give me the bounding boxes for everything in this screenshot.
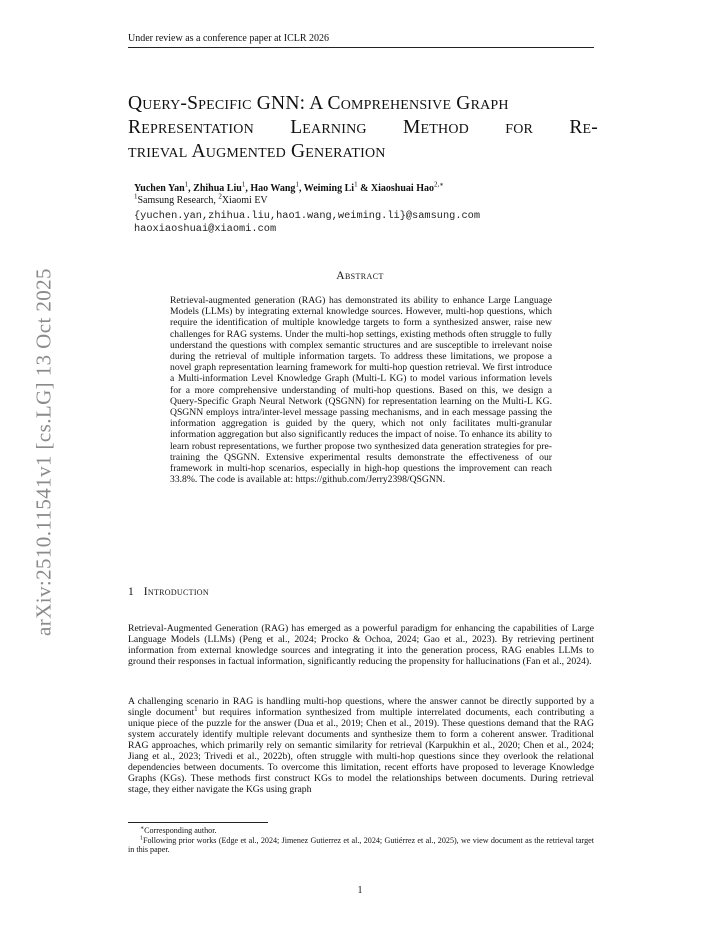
abstract-heading: Abstract — [336, 270, 384, 282]
author-name: Weiming Li — [303, 183, 355, 194]
arxiv-identifier: arXiv:2510.11541v1 [cs.LG] 13 Oct 2025 — [31, 268, 56, 636]
author-name: Zhihua Liu — [193, 183, 242, 194]
footnote — [128, 836, 594, 855]
footnote-text: Corresponding author. — [144, 826, 217, 835]
author-affil-mark: 2,∗ — [433, 180, 444, 189]
author-separator: , — [245, 183, 251, 194]
section-number: 1 — [128, 586, 134, 598]
section-heading — [128, 586, 209, 598]
author-affil-mark: 1 — [354, 180, 358, 189]
author-affil-mark: 1 — [184, 180, 189, 189]
intro-paragraph-2 — [128, 696, 594, 796]
title-line-3: trieval Augmented Generation — [128, 141, 386, 162]
intro-paragraph-1: Retrieval-Augmented Generation (RAG) has emerged as a powerful paradigm for enhancing the capabilities of Large Language Models (LLMs) (Peng et al., 2024; Procko & Ochoa, 2024; Gao et al., 2023). By retrieving pertinent information from external knowledge sources and integrating it into the generation process, RAG enables LLMs to ground their responses in factual information, significantly reducing the propensity for hallucinations (Fan et al., 2024). — [128, 622, 594, 667]
author-name: Yuchen Yan — [134, 183, 185, 194]
author-list — [134, 180, 444, 195]
section-title: Introduction — [143, 586, 209, 598]
affiliations — [134, 192, 268, 207]
footnote-marker: 1 — [194, 704, 198, 713]
author-emails-line-2: haoxiaoshuai@xiaomi.com — [134, 223, 277, 235]
title-line-2: Representation Learning Method for Re- — [128, 117, 598, 138]
footnote-text: Following prior works (Edge et al., 2024; Jimenez Gutierrez et al., 2024; Gutiérrez et al., 2025), we view document as the retrieval target in this paper. — [128, 835, 594, 855]
paragraph-text: but requires information synthesized from multiple interrelated documents, each contributing a unique piece of the puzzle for the answer (Dua et al., 2019; Chen et al., 2019). These questions demand that the RAG system accurately identify multiple relevant documents and synthesize them to form a coherent answer. Traditional RAG approaches, which primarily rely on semantic similarity for retrieval (Karpukhin et al., 2020; Chen et al., 2024; Jiang et al., 2023; Trivedi et al., 2022b), often struggle with multi-hop questions since they overlook the relational dependencies between documents. To overcome this limitation, recent efforts have proposed to leverage Knowledge Graphs (KGs). These methods first construct KGs to model the relationships between documents. During retrieval stage, they either navigate the KGs using graph — [128, 706, 595, 796]
author-affil-mark: 1 — [241, 180, 246, 189]
affil-mark: 1 — [134, 192, 138, 201]
affil-mark: 2 — [218, 192, 222, 201]
footnote — [128, 826, 594, 836]
footnotes — [128, 826, 594, 855]
affiliation-name: Samsung Research, — [137, 195, 219, 206]
title-line-1: Query-Specific GNN: A Comprehensive Graph — [128, 93, 509, 114]
author-name: Hao Wang — [250, 183, 296, 194]
footnote-mark: ∗ — [140, 825, 145, 832]
author-separator: , — [298, 183, 304, 194]
author-emails-line-1: {yuchen.yan,zhihua.liu,hao1.wang,weiming.li}@samsung.com — [134, 210, 481, 222]
abstract-body: Retrieval-augmented generation (RAG) has demonstrated its ability to enhance Large Language Models (LLMs) by integrating external knowledge sources. However, multi-hop questions, which require the identification of multiple knowledge targets to form a synthesized answer, raise new challenges for RAG systems. Under the multi-hop settings, existing methods often struggle to fully understand the questions with complex semantic structures and are susceptible to irrelevant noise during the retrieval of multiple information targets. To address these limitations, we propose a novel graph representation learning framework for multi-hop question retrieval. We first introduce a Multi-information Level Knowledge Graph (Multi-L KG) to model various information levels for a more comprehensive understanding of multi-hop questions. Based on this, we design a Query-Specific Graph Neural Network (QSGNN) for representation learning on the Multi-L KG. QSGNN employs intra/inter-level message passing mechanisms, and in each message passing the information aggregation is guided by the query, which not only facilitates multi-granular information aggregation but also significantly reduces the impact of noise. To enhance its ability to learn robust representations, we further propose two synthesized data generation strategies for pre-training the QSGNN. Extensive experimental results demonstrate the effectiveness of our framework in multi-hop scenarios, especially in high-hop questions the improvement can reach 33.8%. The code is available at: https://github.com/Jerry2398/QSGNN. — [170, 295, 552, 486]
affiliation-name: Xiaomi EV — [221, 195, 268, 206]
author-affil-mark: 1 — [295, 180, 299, 189]
author-separator: , — [188, 183, 194, 194]
running-header: Under review as a conference paper at ICLR 2026 — [128, 33, 594, 48]
author-name: Xiaoshuai Hao — [370, 183, 434, 194]
footnote-rule — [128, 822, 268, 823]
footnote-mark: 1 — [140, 835, 143, 842]
paragraph-text: A challenging scenario in RAG is handling multi-hop questions, where the answer cannot be directly supported by a single document — [128, 695, 594, 718]
page-number: 1 — [357, 885, 363, 896]
paper-title — [128, 92, 598, 164]
author-separator: & — [357, 183, 371, 194]
